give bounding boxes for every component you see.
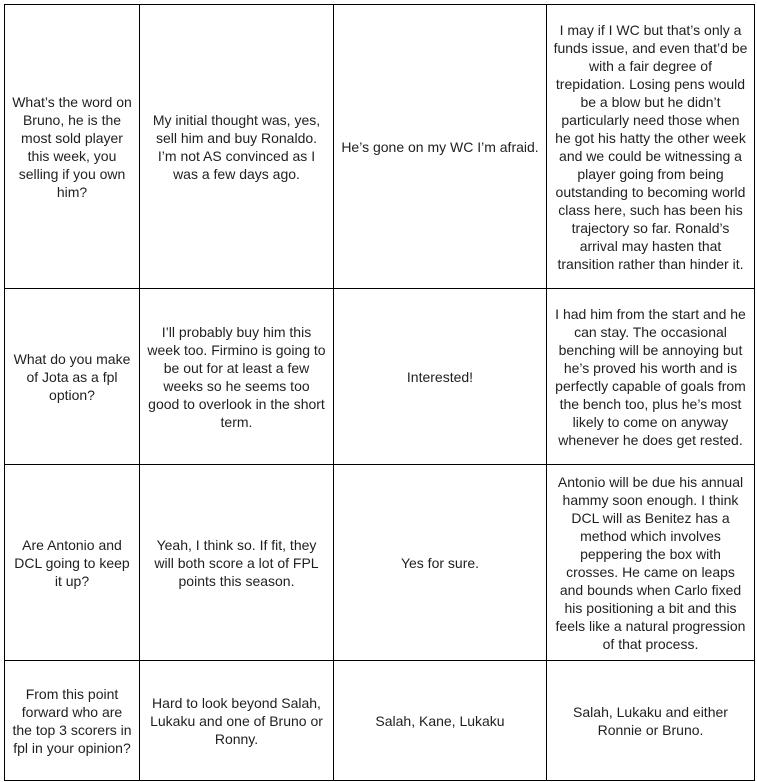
- table-row: [5, 289, 755, 465]
- qa-table: [4, 4, 755, 781]
- answer-cell: He’s gone on my WC I’m afraid.: [334, 5, 547, 289]
- answer-cell: My initial thought was, yes, sell him and buy Ronaldo. I’m not AS convinced as I was a few days ago.: [140, 5, 334, 289]
- answer-cell: Salah, Lukaku and either Ronnie or Bruno.: [547, 661, 755, 781]
- question-cell: Are Antonio and DCL going to keep it up?: [5, 465, 140, 661]
- answer-cell: Yeah, I think so. If fit, they will both score a lot of FPL points this season.: [140, 465, 334, 661]
- answer-cell: I may if I WC but that’s only a funds issue, and even that’d be with a fair degree of trepidation. Losing pens would be a blow but he didn’t particularly need those when he got his hatty the other week and we could be witnessing a player going from being outstanding to becoming world class here, such has been his trajectory so far. Ronald’s arrival may hasten that transition rather than hinder it.: [547, 5, 755, 289]
- answer-cell: I had him from the start and he can stay. The occasional benching will be annoying but he’s proved his worth and is perfectly capable of goals from the bench too, plus he’s most likely to come on anyway whenever he does get rested.: [547, 289, 755, 465]
- question-cell: From this point forward who are the top 3 scorers in fpl in your opinion?: [5, 661, 140, 781]
- answer-cell: I’ll probably buy him this week too. Firmino is going to be out for at least a few weeks so he seems too good to overlook in the short term.: [140, 289, 334, 465]
- table-row: [5, 5, 755, 289]
- answer-cell: Salah, Kane, Lukaku: [334, 661, 547, 781]
- question-cell: What’s the word on Bruno, he is the most sold player this week, you selling if you own him?: [5, 5, 140, 289]
- answer-cell: Antonio will be due his annual hammy soon enough. I think DCL will as Benitez has a method which involves peppering the box with crosses. He came on leaps and bounds when Carlo fixed his positioning a bit and this feels like a natural progression of that process.: [547, 465, 755, 661]
- question-cell: What do you make of Jota as a fpl option?: [5, 289, 140, 465]
- answer-cell: Hard to look beyond Salah, Lukaku and one of Bruno or Ronny.: [140, 661, 334, 781]
- answer-cell: Yes for sure.: [334, 465, 547, 661]
- table-row: [5, 661, 755, 781]
- answer-cell: Interested!: [334, 289, 547, 465]
- table-row: [5, 465, 755, 661]
